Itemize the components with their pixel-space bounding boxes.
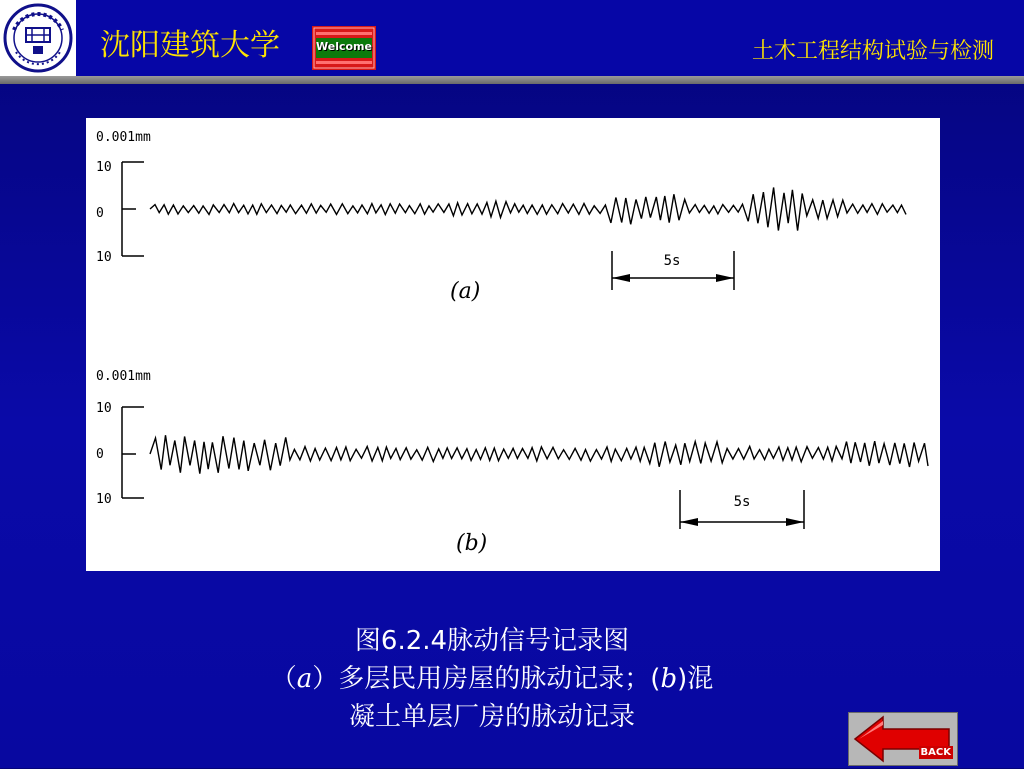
tick-label-a-zero: 0 <box>96 206 104 221</box>
panel-label-b: (b) <box>456 531 488 556</box>
tick-label-b-bottom: 10 <box>96 492 112 507</box>
caption-open-paren: （ <box>270 664 297 694</box>
waveform-canvas <box>86 118 940 571</box>
waveform-a <box>150 188 906 231</box>
welcome-button[interactable] <box>312 26 376 70</box>
scale-label-b: 5s <box>733 494 751 510</box>
figure-caption <box>200 622 784 736</box>
tick-label-b-top: 10 <box>96 401 112 416</box>
tick-label-a-bottom: 10 <box>96 250 112 265</box>
panel-label-a: (a) <box>450 279 481 304</box>
slide-header <box>0 0 1024 76</box>
caption-text-b: )混 <box>677 664 714 694</box>
university-seal-icon <box>0 0 76 76</box>
welcome-label: Welcome <box>316 40 372 53</box>
caption-line-2 <box>200 660 784 698</box>
tick-label-a-top: 10 <box>96 160 112 175</box>
unit-label-b: 0.001mm <box>96 369 151 384</box>
panel-b-axis <box>122 407 144 498</box>
school-name: 沈阳建筑大学 <box>100 28 280 63</box>
caption-text-a: ）多层民用房屋的脉动记录；( <box>312 664 661 694</box>
header-divider <box>0 76 1024 84</box>
back-label: BACK <box>920 747 951 758</box>
unit-label-a: 0.001mm <box>96 130 151 145</box>
vibration-figure <box>86 118 940 571</box>
caption-line-1: 图6.2.4脉动信号记录图 <box>354 626 630 656</box>
back-button[interactable] <box>848 712 958 766</box>
course-title: 土木工程结构试验与检测 <box>751 39 994 64</box>
waveform-b <box>150 435 928 473</box>
caption-item-a: a <box>296 664 313 694</box>
tick-label-b-zero: 0 <box>96 447 104 462</box>
caption-line-3: 凝土单层厂房的脉动记录 <box>348 702 635 732</box>
scale-label-a: 5s <box>663 253 681 269</box>
caption-item-b: b <box>660 664 678 694</box>
panel-a-axis <box>122 162 144 256</box>
